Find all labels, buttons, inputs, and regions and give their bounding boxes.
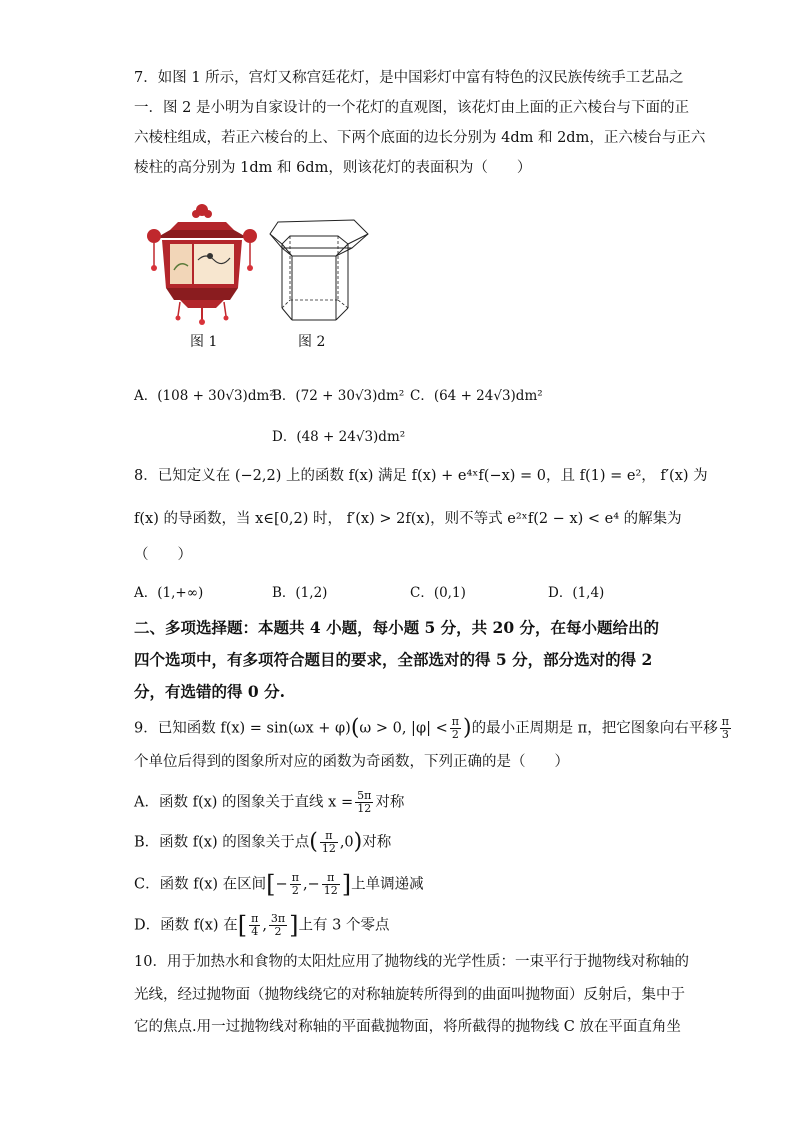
q7-line-4: 棱柱的高分别为 1dm 和 6dm，则该花灯的表面积为（ ） [134, 160, 532, 176]
q7-option-b: B．(72 + 30√3)dm² [272, 388, 405, 404]
fraction-5pi-over-12: $\frac{5\pi}{12}$ [357, 789, 372, 815]
fraction-pi-over-2: $\frac{\pi}{2}$ [451, 715, 459, 741]
q9-line-2: 个单位后得到的图象所对应的函数为奇函数，下列正确的是（ ） [134, 754, 569, 770]
q9-option-c: C．函数 f(x) 在区间[− $\frac{\pi}{2}$ ,− $\frac{\pi}{12}$ ]上单调递减 [134, 870, 424, 899]
q10-line-1: 10．用于加热水和食物的太阳灶应用了抛物线的光学性质：一束平行于抛物线对称轴的 [134, 954, 689, 970]
q7-line-3: 六棱柱组成，若正六棱台的上、下两个底面的边长分别为 4dm 和 2dm，正六棱台与正六 [134, 130, 706, 146]
fraction-pi-over-12-neg: $\frac{\pi}{12}$ [323, 871, 338, 897]
palace-lantern-illustration [140, 200, 264, 326]
q8-line-3: （ ） [134, 547, 192, 563]
fraction-3pi-over-2: $\frac{3\pi}{2}$ [270, 912, 286, 938]
q7-line-1: 7．如图 1 所示，宫灯又称宫廷花灯，是中国彩灯中富有特色的汉民族传统手工艺品之 [134, 70, 684, 86]
figure-2-caption: 图 2 [298, 334, 326, 350]
section-2-line-1: 二、多项选择题：本题共 4 小题，每小题 5 分，共 20 分，在每小题给出的 [134, 618, 660, 637]
q9-line-1: 9．已知函数 f(x) = sin(ωx + φ)(ω > 0, |φ| < $\frac{\pi}{2}$ )的最小正周期是 π，把它图象向右平移 $\frac{\pi}{3}$ [134, 715, 729, 741]
fraction-pi-over-12: $\frac{\pi}{12}$ [321, 829, 336, 855]
figure-1-caption: 图 1 [190, 334, 218, 350]
q8-option-b: B．(1,2) [272, 585, 328, 601]
q10-line-3: 它的焦点.用一过抛物线对称轴的平面截抛物面，将所截得的抛物线 C 放在平面直角坐 [134, 1019, 681, 1035]
q9-option-b: B．函数 f(x) 的图象关于点( $\frac{\pi}{12}$ ,0)对称 [134, 829, 392, 855]
q7-option-a: A．(108 + 30√3)dm² [134, 388, 275, 404]
section-2-line-3: 分，有选错的得 0 分. [134, 682, 285, 701]
q7-option-c: C．(64 + 24√3)dm² [410, 388, 543, 404]
q9-option-d: D．函数 f(x) 在[ $\frac{\pi}{4}$ , $\frac{3\pi}{2}$ ]上有 3 个零点 [134, 911, 390, 940]
q9-option-a: A．函数 f(x) 的图象关于直线 x = $\frac{5\pi}{12}$ 对称 [134, 789, 405, 815]
fraction-pi-over-2-neg: $\frac{\pi}{2}$ [291, 871, 299, 897]
section-2-line-2: 四个选项中，有多项符合题目的要求，全部选对的得 5 分，部分选对的得 2 [134, 650, 653, 669]
q8-line-1: 8．已知定义在 (−2,2) 上的函数 f(x) 满足 f(x) + e⁴ˣf(−x) = 0，且 f(1) = e²， f′(x) 为 [134, 468, 708, 484]
q7-line-2: 一．图 2 是小明为自家设计的一个花灯的直观图，该花灯由上面的正六棱台与下面的正 [134, 100, 689, 116]
fraction-pi-over-3: $\frac{\pi}{3}$ [721, 715, 729, 741]
q7-option-d: D．(48 + 24√3)dm² [272, 429, 406, 445]
q8-option-a: A．(1,+∞) [134, 585, 204, 601]
q8-line-2: f(x) 的导函数，当 x∈[0,2) 时， f′(x) > 2f(x)，则不等式 e²ˣf(2 − x) < e⁴ 的解集为 [134, 511, 682, 527]
fraction-pi-over-4: $\frac{\pi}{4}$ [251, 912, 259, 938]
q10-line-2: 光线，经过抛物面（抛物线绕它的对称轴旋转所得到的曲面叫抛物面）反射后，集中于 [134, 987, 685, 1003]
frustum-prism-diagram [268, 212, 372, 326]
q8-option-d: D．(1,4) [548, 585, 605, 601]
q8-option-c: C．(0,1) [410, 585, 466, 601]
